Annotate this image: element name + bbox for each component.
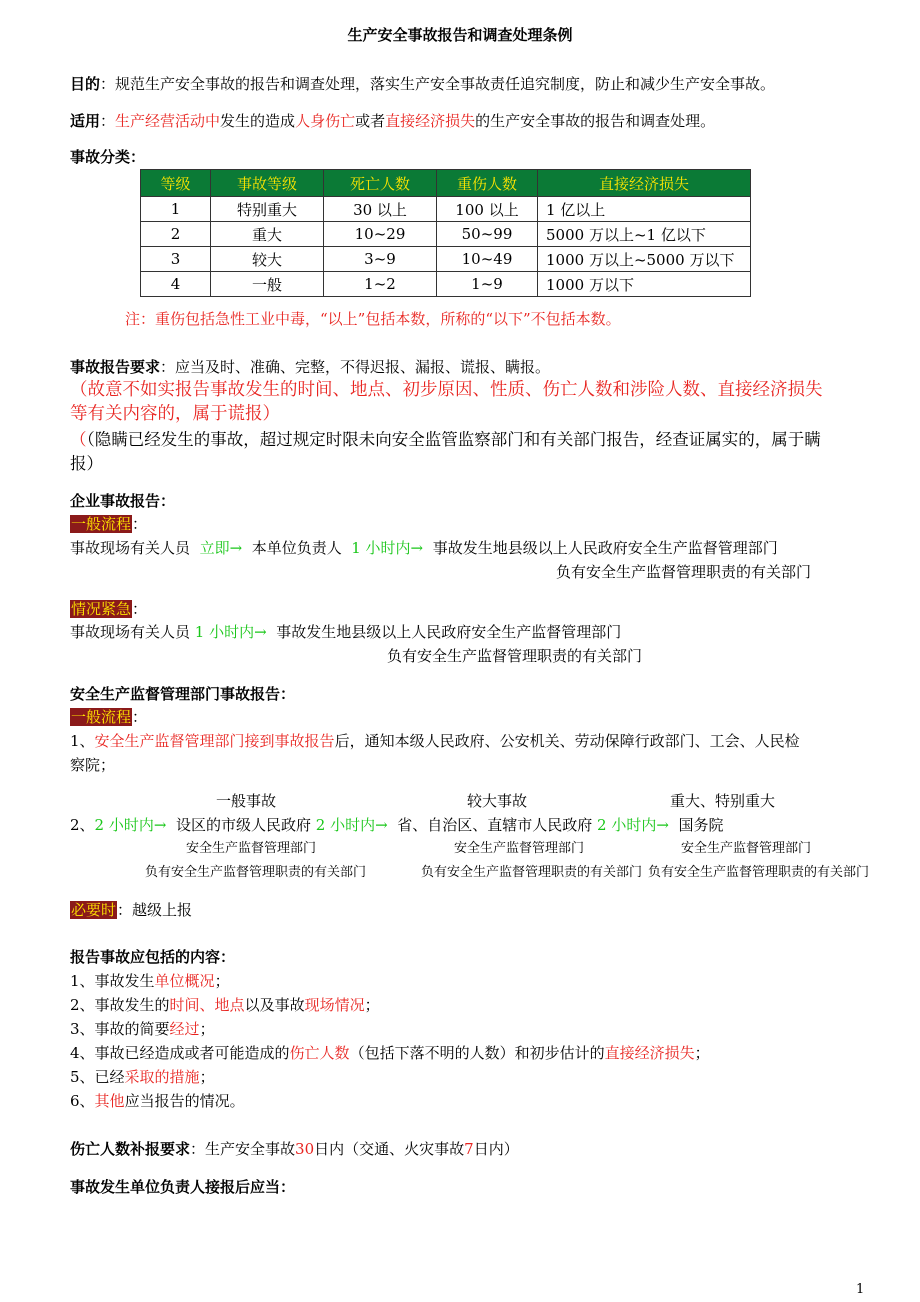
list-item xyxy=(70,972,230,990)
item-text: ； xyxy=(364,996,380,1014)
flow-node: 省、自治区、直辖市人民政府 xyxy=(397,816,593,834)
item-text: 6、 xyxy=(70,1092,95,1110)
item-text: ； xyxy=(199,1068,215,1086)
table-row xyxy=(141,247,751,272)
item-text: ； xyxy=(199,1020,215,1038)
enterprise-normal-flow xyxy=(70,539,778,557)
supervisor-normal-tag-line xyxy=(70,708,147,726)
table-cell: 重大 xyxy=(211,222,324,247)
item-text: 应当报告的情况。 xyxy=(124,1092,245,1110)
col-larger-accident: 较大事故 xyxy=(467,792,528,810)
enterprise-heading: 企业事故报告： xyxy=(70,492,176,510)
must-tag: 必要时 xyxy=(71,901,117,919)
item-text: 5、已经 xyxy=(70,1068,125,1086)
table-cell: 特别重大 xyxy=(211,197,324,222)
table-cell: 1000 万以下 xyxy=(538,272,751,297)
hide-report-line2: 报） xyxy=(70,454,103,473)
step-number: 1、 xyxy=(70,732,95,750)
purpose-text: ：规范生产安全事故的报告和调查处理，落实生产安全事故责任追究制度，防止和减少生产安全事故。 xyxy=(100,75,776,93)
contents-heading: 报告事故应包括的内容： xyxy=(70,948,236,966)
dept-label: 负有安全生产监督管理职责的有关部门 xyxy=(648,865,870,880)
table-cell: 1 亿以上 xyxy=(538,197,751,222)
normal-flow-tag: 一般流程 xyxy=(71,515,132,533)
table-cell: 10~29 xyxy=(324,222,437,247)
step-number: 2、 xyxy=(70,816,95,834)
enterprise-normal-tag-line xyxy=(70,515,147,533)
table-header-cell: 等级 xyxy=(141,170,211,197)
hide-report-text: （隐瞒已经发生的事故，超过规定时限未向安全监管监察部门和有关部门报告，经查证属实的，属于瞒 xyxy=(86,430,821,449)
enterprise-urgent-flow-dept: 负有安全生产监督管理职责的有关部门 xyxy=(387,647,643,665)
step-highlight: 安全生产监督管理部门接到事故报告 xyxy=(94,732,335,750)
scope-highlight: 生产经营活动中 xyxy=(115,112,221,130)
table-cell: 50~99 xyxy=(437,222,538,247)
casualty-days: 30 xyxy=(295,1140,315,1158)
enterprise-normal-flow-dept: 负有安全生产监督管理职责的有关部门 xyxy=(556,563,812,581)
dept-label: 安全生产监督管理部门 xyxy=(681,841,812,856)
casualty-line xyxy=(70,1140,519,1158)
flow-node: 设区的市级人民政府 xyxy=(175,816,311,834)
flow-arrow: 立即→ xyxy=(199,539,243,557)
list-item xyxy=(70,1044,710,1062)
table-row xyxy=(141,272,751,297)
classification-table xyxy=(140,169,751,297)
classification-note: 注：重伤包括急性工业中毒，“以上”包括本数，所称的“以下”不包括本数。 xyxy=(125,310,621,328)
table-cell: 3 xyxy=(141,247,211,272)
supervisor-step1 xyxy=(70,732,800,750)
scope-label: 适用 xyxy=(70,112,101,130)
table-header-cell: 重伤人数 xyxy=(437,170,538,197)
table-header-cell: 直接经济损失 xyxy=(538,170,751,197)
normal-flow-tag: 一般流程 xyxy=(71,708,132,726)
flow-arrow: 2 小时内→ xyxy=(315,816,388,834)
item-text: ； xyxy=(214,972,230,990)
scope-highlight: 人身伤亡 xyxy=(295,112,356,130)
supervisor-step2 xyxy=(70,816,723,834)
table-header-row xyxy=(141,170,751,197)
flow-node: 本单位负责人 xyxy=(251,539,342,557)
must-text: ：越级上报 xyxy=(117,901,193,919)
last-heading: 事故发生单位负责人接报后应当： xyxy=(70,1178,296,1196)
item-text: （包括下落不明的人数）和初步估计的 xyxy=(349,1044,605,1062)
colon: ： xyxy=(132,600,148,618)
scope-text: 或者 xyxy=(355,112,386,130)
table-cell: 2 xyxy=(141,222,211,247)
table-cell: 较大 xyxy=(211,247,324,272)
flow-arrow: 1 小时内→ xyxy=(351,539,424,557)
dept-label: 安全生产监督管理部门 xyxy=(454,841,585,856)
flow-node: 国务院 xyxy=(678,816,724,834)
item-highlight: 现场情况 xyxy=(304,996,365,1014)
item-text: 1、事故发生 xyxy=(70,972,155,990)
classification-heading: 事故分类： xyxy=(70,148,146,166)
table-row xyxy=(141,222,751,247)
casualty-label: 伤亡人数补报要求 xyxy=(70,1140,191,1158)
item-text: ； xyxy=(694,1044,710,1062)
dept-label: 负有安全生产监督管理职责的有关部门 xyxy=(145,865,367,880)
casualty-text: ：生产安全事故 xyxy=(190,1140,296,1158)
casualty-days: 7 xyxy=(464,1140,474,1158)
item-highlight: 采取的措施 xyxy=(124,1068,200,1086)
list-item xyxy=(70,1020,215,1038)
item-highlight: 经过 xyxy=(169,1020,200,1038)
item-text: 以及事故 xyxy=(244,996,305,1014)
table-cell: 3~9 xyxy=(324,247,437,272)
table-cell: 1 xyxy=(141,197,211,222)
page-title: 生产安全事故报告和调查处理条例 xyxy=(347,26,573,44)
scope-line xyxy=(70,112,715,130)
table-cell: 4 xyxy=(141,272,211,297)
scope-text: 发生的造成 xyxy=(220,112,296,130)
flow-node: 事故现场有关人员 xyxy=(70,623,191,641)
list-item xyxy=(70,1092,245,1110)
purpose-label: 目的 xyxy=(70,75,101,93)
flow-arrow: 1 小时内→ xyxy=(194,623,267,641)
must-line xyxy=(70,901,192,919)
table-cell: 一般 xyxy=(211,272,324,297)
flow-node: 事故现场有关人员 xyxy=(70,539,191,557)
colon: ： xyxy=(132,515,148,533)
report-req-line xyxy=(70,358,550,376)
flow-arrow: 2 小时内→ xyxy=(597,816,669,834)
enterprise-urgent-flow xyxy=(70,623,621,641)
supervisor-heading: 安全生产监督管理部门事故报告： xyxy=(70,685,296,703)
item-highlight: 伤亡人数 xyxy=(289,1044,350,1062)
scope-text: 的生产安全事故的报告和调查处理。 xyxy=(475,112,716,130)
table-header-cell: 事故等级 xyxy=(211,170,324,197)
hide-report-line1 xyxy=(70,430,821,450)
supervisor-step1-line2: 察院； xyxy=(70,756,116,774)
lie-report-line1: （故意不如实报告事故发生的时间、地点、初步原因、性质、伤亡人数和涉险人数、直接经济损失 xyxy=(70,380,823,400)
flow-node: 事故发生地县级以上人民政府安全生产监督管理部门 xyxy=(432,539,778,557)
report-req-text: ：应当及时、准确、完整，不得迟报、漏报、谎报、瞒报。 xyxy=(160,358,551,376)
flow-node: 事故发生地县级以上人民政府安全生产监督管理部门 xyxy=(276,623,622,641)
col-major-accident: 重大、特别重大 xyxy=(670,792,776,810)
casualty-text: 日内（交通、火灾事故 xyxy=(314,1140,465,1158)
lie-report-line2: 等有关内容的，属于谎报） xyxy=(70,404,280,424)
page-number: 1 xyxy=(856,1282,865,1297)
item-highlight: 直接经济损失 xyxy=(604,1044,695,1062)
table-cell: 10~49 xyxy=(437,247,538,272)
table-cell: 1~2 xyxy=(324,272,437,297)
item-highlight: 时间、地点 xyxy=(169,996,245,1014)
report-req-label: 事故报告要求 xyxy=(70,358,161,376)
list-item xyxy=(70,996,380,1014)
step-text: 后，通知本级人民政府、公安机关、劳动保障行政部门、工会、人民检 xyxy=(334,732,800,750)
table-cell: 5000 万以上~1 亿以下 xyxy=(538,222,751,247)
urgent-tag: 情况紧急 xyxy=(71,600,132,618)
scope-highlight: 直接经济损失 xyxy=(385,112,476,130)
table-header-cell: 死亡人数 xyxy=(324,170,437,197)
casualty-text: 日内） xyxy=(473,1140,519,1158)
list-item xyxy=(70,1068,215,1086)
item-highlight: 其他 xyxy=(94,1092,125,1110)
col-general-accident: 一般事故 xyxy=(216,792,277,810)
colon: ： xyxy=(132,708,148,726)
dept-label: 安全生产监督管理部门 xyxy=(186,841,317,856)
enterprise-urgent-tag-line xyxy=(70,600,147,618)
paren: （ xyxy=(70,430,87,449)
purpose-line xyxy=(70,75,775,93)
table-cell: 100 以上 xyxy=(437,197,538,222)
flow-arrow: 2 小时内→ xyxy=(94,816,167,834)
item-text: 3、事故的简要 xyxy=(70,1020,170,1038)
table-row xyxy=(141,197,751,222)
item-text: 2、事故发生的 xyxy=(70,996,170,1014)
dept-label: 负有安全生产监督管理职责的有关部门 xyxy=(421,865,643,880)
item-highlight: 单位概况 xyxy=(154,972,215,990)
scope-text: ： xyxy=(100,112,116,130)
table-cell: 1~9 xyxy=(437,272,538,297)
table-cell: 1000 万以上~5000 万以下 xyxy=(538,247,751,272)
item-text: 4、事故已经造成或者可能造成的 xyxy=(70,1044,290,1062)
table-cell: 30 以上 xyxy=(324,197,437,222)
